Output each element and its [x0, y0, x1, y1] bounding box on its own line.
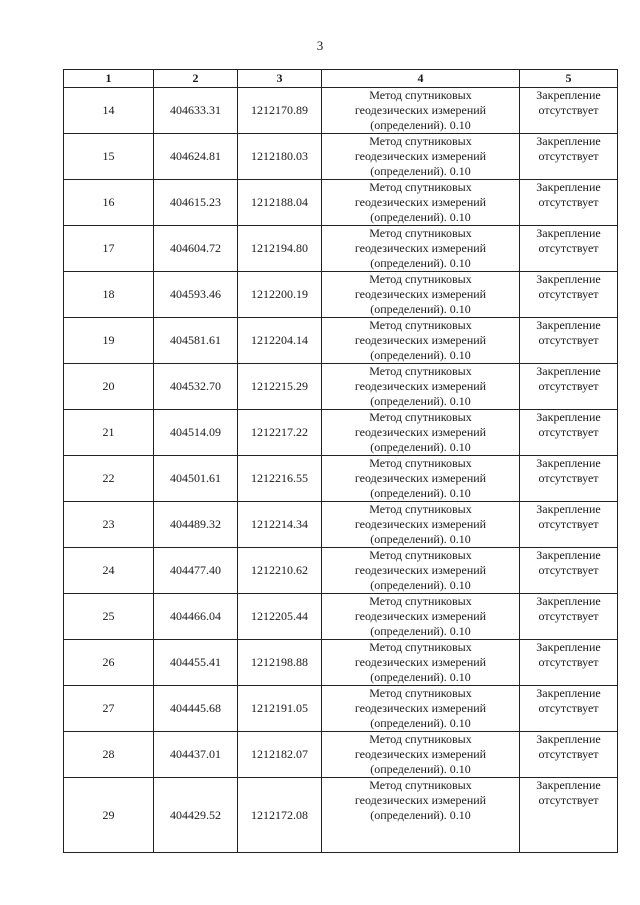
fixation-line: отсутствует — [538, 425, 599, 439]
fixation-cell — [520, 732, 618, 778]
coordinate-y-cell: 1212194.80 — [238, 226, 322, 272]
coordinate-x-cell: 404604.72 — [154, 226, 238, 272]
fixation-line: Закрепление — [536, 456, 601, 470]
table-row — [64, 594, 618, 640]
column-header-5: 5 — [520, 70, 618, 88]
coordinate-x-cell: 404624.81 — [154, 134, 238, 180]
fixation-line: Закрепление — [536, 318, 601, 332]
page-number: 3 — [316, 38, 324, 53]
fixation-line: Закрепление — [536, 502, 601, 516]
header-row — [64, 70, 618, 88]
fixation-line: Закрепление — [536, 732, 601, 746]
coordinate-x-cell: 404455.41 — [154, 640, 238, 686]
method-line: Метод спутниковых — [369, 364, 472, 378]
method-line: геодезических измерений — [354, 563, 487, 577]
method-cell — [322, 410, 520, 456]
coordinate-y-cell: 1212205.44 — [238, 594, 322, 640]
fixation-line: отсутствует — [538, 747, 599, 761]
method-line: (определений). 0.10 — [370, 670, 471, 684]
table-body — [64, 88, 618, 853]
fixation-line: отсутствует — [538, 471, 599, 485]
coordinate-x-cell: 404532.70 — [154, 364, 238, 410]
fixation-line: отсутствует — [538, 103, 599, 117]
method-line: (определений). 0.10 — [370, 762, 471, 776]
fixation-line: отсутствует — [538, 333, 599, 347]
method-line: Метод спутниковых — [369, 548, 472, 562]
method-line: (определений). 0.10 — [370, 486, 471, 500]
method-line: Метод спутниковых — [369, 640, 472, 654]
fixation-cell — [520, 548, 618, 594]
method-cell — [322, 732, 520, 778]
coordinate-x-cell: 404501.61 — [154, 456, 238, 502]
method-cell — [322, 594, 520, 640]
point-number-cell: 22 — [64, 456, 154, 502]
point-number-cell: 24 — [64, 548, 154, 594]
fixation-cell — [520, 686, 618, 732]
coordinate-y-cell: 1212180.03 — [238, 134, 322, 180]
coordinate-y-cell: 1212214.34 — [238, 502, 322, 548]
method-cell — [322, 640, 520, 686]
coordinate-y-cell: 1212198.88 — [238, 640, 322, 686]
column-header-3: 3 — [238, 70, 322, 88]
column-header-1: 1 — [64, 70, 154, 88]
method-cell — [322, 226, 520, 272]
method-cell — [322, 502, 520, 548]
coordinate-y-cell: 1212200.19 — [238, 272, 322, 318]
method-line: Метод спутниковых — [369, 318, 472, 332]
coordinate-x-cell: 404437.01 — [154, 732, 238, 778]
method-line: Метод спутниковых — [369, 594, 472, 608]
fixation-line: Закрепление — [536, 364, 601, 378]
method-line: геодезических измерений — [354, 793, 487, 807]
table-row — [64, 686, 618, 732]
method-line: Метод спутниковых — [369, 410, 472, 424]
coordinate-x-cell: 404633.31 — [154, 88, 238, 134]
fixation-cell — [520, 88, 618, 134]
fixation-line: Закрепление — [536, 226, 601, 240]
method-line: (определений). 0.10 — [370, 118, 471, 132]
fixation-cell — [520, 778, 618, 853]
method-line: геодезических измерений — [354, 747, 487, 761]
point-number-cell: 15 — [64, 134, 154, 180]
method-line: Метод спутниковых — [369, 88, 472, 102]
fixation-line: Закрепление — [536, 180, 601, 194]
coordinate-y-cell: 1212188.04 — [238, 180, 322, 226]
table-row — [64, 318, 618, 364]
coordinate-x-cell: 404581.61 — [154, 318, 238, 364]
fixation-line: отсутствует — [538, 563, 599, 577]
method-line: геодезических измерений — [354, 701, 487, 715]
fixation-cell — [520, 180, 618, 226]
method-line: (определений). 0.10 — [370, 256, 471, 270]
coordinate-y-cell: 1212182.07 — [238, 732, 322, 778]
fixation-cell — [520, 410, 618, 456]
coordinate-x-cell: 404466.04 — [154, 594, 238, 640]
method-line: геодезических измерений — [354, 241, 487, 255]
table-row — [64, 548, 618, 594]
column-header-2: 2 — [154, 70, 238, 88]
table-row — [64, 456, 618, 502]
table-row — [64, 226, 618, 272]
fixation-line: отсутствует — [538, 195, 599, 209]
column-header-4: 4 — [322, 70, 520, 88]
method-line: (определений). 0.10 — [370, 394, 471, 408]
fixation-cell — [520, 502, 618, 548]
method-line: геодезических измерений — [354, 609, 487, 623]
table-row — [64, 88, 618, 134]
method-cell — [322, 88, 520, 134]
method-line: (определений). 0.10 — [370, 348, 471, 362]
method-line: геодезических измерений — [354, 379, 487, 393]
method-line: (определений). 0.10 — [370, 808, 471, 822]
method-cell — [322, 364, 520, 410]
method-line: (определений). 0.10 — [370, 624, 471, 638]
fixation-line: Закрепление — [536, 778, 601, 792]
method-line: Метод спутниковых — [369, 272, 472, 286]
fixation-line: отсутствует — [538, 609, 599, 623]
method-line: (определений). 0.10 — [370, 532, 471, 546]
coordinate-y-cell: 1212170.89 — [238, 88, 322, 134]
coordinate-y-cell: 1212204.14 — [238, 318, 322, 364]
table-row — [64, 364, 618, 410]
coordinate-y-cell: 1212191.05 — [238, 686, 322, 732]
point-number-cell: 20 — [64, 364, 154, 410]
table-row — [64, 732, 618, 778]
coordinates-table — [63, 69, 618, 853]
fixation-line: отсутствует — [538, 655, 599, 669]
method-line: Метод спутниковых — [369, 180, 472, 194]
point-number-cell: 28 — [64, 732, 154, 778]
point-number-cell: 25 — [64, 594, 154, 640]
method-line: (определений). 0.10 — [370, 164, 471, 178]
method-line: геодезических измерений — [354, 149, 487, 163]
table-row — [64, 410, 618, 456]
fixation-line: отсутствует — [538, 379, 599, 393]
fixation-line: Закрепление — [536, 548, 601, 562]
coordinate-y-cell: 1212210.62 — [238, 548, 322, 594]
method-cell — [322, 134, 520, 180]
table-row — [64, 272, 618, 318]
method-cell — [322, 686, 520, 732]
fixation-cell — [520, 134, 618, 180]
fixation-cell — [520, 364, 618, 410]
method-line: (определений). 0.10 — [370, 716, 471, 730]
point-number-cell: 23 — [64, 502, 154, 548]
point-number-cell: 27 — [64, 686, 154, 732]
coordinate-x-cell: 404615.23 — [154, 180, 238, 226]
point-number-cell: 29 — [64, 778, 154, 853]
fixation-line: Закрепление — [536, 686, 601, 700]
method-line: геодезических измерений — [354, 425, 487, 439]
fixation-cell — [520, 226, 618, 272]
coordinate-x-cell: 404429.52 — [154, 778, 238, 853]
point-number-cell: 17 — [64, 226, 154, 272]
method-line: (определений). 0.10 — [370, 578, 471, 592]
fixation-line: Закрепление — [536, 134, 601, 148]
point-number-cell: 16 — [64, 180, 154, 226]
coordinate-y-cell: 1212216.55 — [238, 456, 322, 502]
method-line: геодезических измерений — [354, 103, 487, 117]
method-line: Метод спутниковых — [369, 456, 472, 470]
coordinate-y-cell: 1212215.29 — [238, 364, 322, 410]
method-line: Метод спутниковых — [369, 226, 472, 240]
coordinate-x-cell: 404445.68 — [154, 686, 238, 732]
coordinate-y-cell: 1212172.08 — [238, 778, 322, 853]
method-cell — [322, 548, 520, 594]
fixation-line: отсутствует — [538, 149, 599, 163]
coordinate-x-cell: 404514.09 — [154, 410, 238, 456]
method-line: Метод спутниковых — [369, 134, 472, 148]
fixation-cell — [520, 272, 618, 318]
method-line: Метод спутниковых — [369, 778, 472, 792]
fixation-line: Закрепление — [536, 272, 601, 286]
coordinate-x-cell: 404593.46 — [154, 272, 238, 318]
table-row — [64, 180, 618, 226]
method-cell — [322, 778, 520, 853]
point-number-cell: 21 — [64, 410, 154, 456]
table-row — [64, 640, 618, 686]
method-line: геодезических измерений — [354, 655, 487, 669]
fixation-cell — [520, 640, 618, 686]
table-row — [64, 778, 618, 853]
fixation-cell — [520, 594, 618, 640]
fixation-cell — [520, 318, 618, 364]
fixation-line: отсутствует — [538, 517, 599, 531]
method-line: геодезических измерений — [354, 517, 487, 531]
method-line: (определений). 0.10 — [370, 210, 471, 224]
method-line: Метод спутниковых — [369, 686, 472, 700]
method-cell — [322, 272, 520, 318]
fixation-line: отсутствует — [538, 287, 599, 301]
point-number-cell: 18 — [64, 272, 154, 318]
fixation-line: Закрепление — [536, 640, 601, 654]
coordinate-x-cell: 404477.40 — [154, 548, 238, 594]
method-line: геодезических измерений — [354, 195, 487, 209]
coordinate-y-cell: 1212217.22 — [238, 410, 322, 456]
method-cell — [322, 318, 520, 364]
fixation-cell — [520, 456, 618, 502]
table-row — [64, 502, 618, 548]
fixation-line: Закрепление — [536, 410, 601, 424]
method-line: геодезических измерений — [354, 333, 487, 347]
fixation-line: Закрепление — [536, 594, 601, 608]
table-row — [64, 134, 618, 180]
method-line: Метод спутниковых — [369, 732, 472, 746]
method-line: геодезических измерений — [354, 471, 487, 485]
point-number-cell: 14 — [64, 88, 154, 134]
method-line: (определений). 0.10 — [370, 440, 471, 454]
coordinate-x-cell: 404489.32 — [154, 502, 238, 548]
method-cell — [322, 180, 520, 226]
method-line: (определений). 0.10 — [370, 302, 471, 316]
point-number-cell: 19 — [64, 318, 154, 364]
method-cell — [322, 456, 520, 502]
fixation-line: Закрепление — [536, 88, 601, 102]
point-number-cell: 26 — [64, 640, 154, 686]
fixation-line: отсутствует — [538, 701, 599, 715]
method-line: Метод спутниковых — [369, 502, 472, 516]
fixation-line: отсутствует — [538, 793, 599, 807]
method-line: геодезических измерений — [354, 287, 487, 301]
fixation-line: отсутствует — [538, 241, 599, 255]
